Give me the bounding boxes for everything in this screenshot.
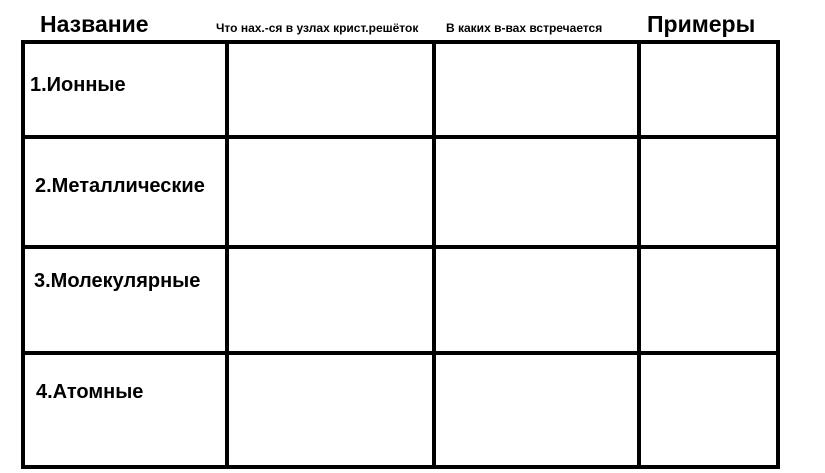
header-name: Название <box>40 11 149 37</box>
row-label-metallic: 2.Металлические <box>35 175 205 197</box>
header-lattice-nodes: Что нах.-ся в узлах крист.решёток <box>216 21 419 35</box>
header-substances: В каких в-вах встречается <box>446 21 603 35</box>
table-cell <box>641 44 776 135</box>
table-cell <box>436 44 637 135</box>
row-divider-3 <box>25 351 776 355</box>
table-cell <box>229 44 432 135</box>
crystal-lattice-table <box>21 40 780 469</box>
row-label-ionic: 1.Ионные <box>30 74 126 96</box>
header-examples: Примеры <box>647 11 756 37</box>
row-divider-1 <box>25 135 776 139</box>
row-label-atomic: 4.Атомные <box>36 381 144 403</box>
row-label-molecular: 3.Молекулярные <box>34 270 201 292</box>
row-divider-2 <box>25 245 776 249</box>
